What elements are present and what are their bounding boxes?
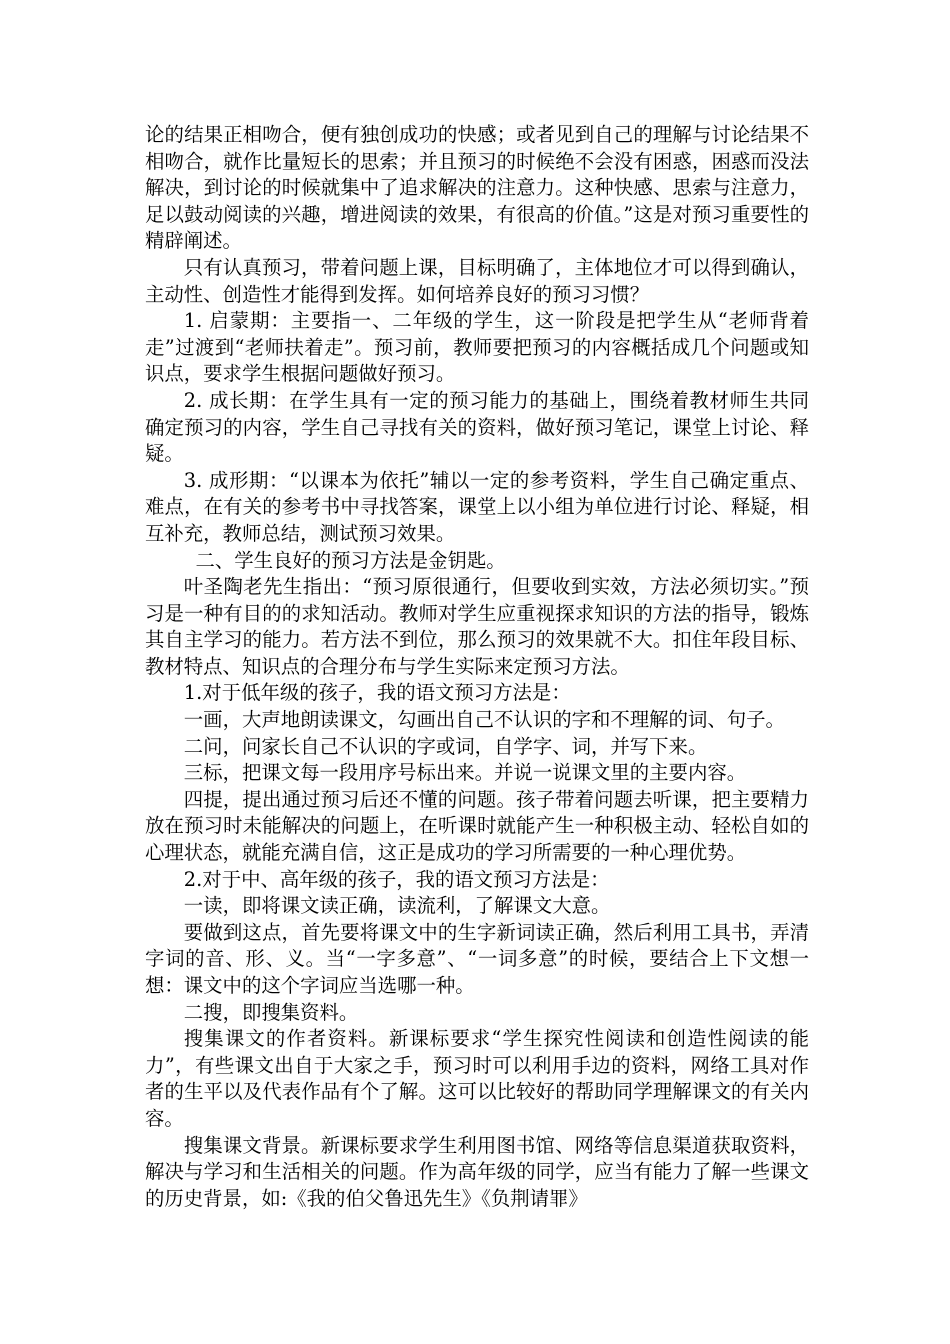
paragraph: 3. 成形期：“以课本为依托”辅以一定的参考资料，学生自己确定重点、难点，在有关的参考书中寻找答案，课堂上以小组为单位进行讨论、释疑，相互补充，教师总结，测试预习效果。 [145, 468, 809, 545]
paragraph: 三标，把课文每一段用序号标出来。并说一说课文里的主要内容。 [183, 761, 747, 785]
paragraph: 一画，大声地朗读课文，勾画出自己不认识的字和不理解的词、句子。 [183, 708, 785, 732]
paragraph: 1.对于低年级的孩子，我的语文预习方法是： [183, 681, 571, 705]
paragraph: 1. 启蒙期：主要指一、二年级的学生，这一阶段是把学生从“老师背着走”过渡到“老师扶着走”。预习前，教师要把预习的内容概括成几个问题或知识点，要求学生根据问题做好预习。 [145, 309, 809, 386]
paragraph: 叶圣陶老先生指出：“预习原很通行，但要收到实效，方法必须切实。”预习是一种有目的的求知活动。教师对学生应重视探求知识的方法的指导，锻炼其自主学习的能力。若方法不到位，那么预习的效果就不大。扣住年段目标、教材特点、知识点的合理分布与学生实际来定预习方法。 [145, 575, 809, 678]
paragraph: 2. 成长期：在学生具有一定的预习能力的基础上，围绕着教材师生共同确定预习的内容，学生自己寻找有关的资料，做好预习笔记，课堂上讨论、释疑。 [145, 388, 809, 466]
paragraph: 只有认真预习，带着问题上课，目标明确了，主体地位才可以得到确认，主动性、创造性才能得到发挥。如何培养良好的预习习惯？ [145, 255, 809, 306]
paragraph: 搜集课文背景。新课标要求学生利用图书馆、网络等信息渠道获取资料，解决与学习和生活相关的问题。作为高年级的同学，应当有能力了解一些课文的历史背景，如:《我的伯父鲁迅先生》《负荆请罪》 [145, 1133, 809, 1210]
paragraph: 四提，提出通过预习后还不懂的问题。孩子带着问题去听课，把主要精力放在预习时未能解决的问题上，在听课时就能产生一种积极主动、轻松自如的心理状态，就能充满自信，这正是成功的学习所需要的一种心理优势。 [145, 787, 809, 865]
section-heading: 二、学生良好的预习方法是金钥匙。 [195, 548, 506, 572]
paragraph: 论的结果正相吻合，便有独创成功的快感；或者见到自己的理解与讨论结果不相吻合，就作比量短长的思索；并且预习的时候绝不会没有困惑，困惑而没法解决，到讨论的时候就集中了追求解决的注意力。这种快感、思索与注意力，足以鼓动阅读的兴趣，增进阅读的效果，有很高的价值。”这是对预习重要性的精辟阐述。 [145, 123, 809, 253]
paragraph: 搜集课文的作者资料。新课标要求“学生探究性阅读和创造性阅读的能力”，有些课文出自于大家之手，预习时可以利用手边的资料，网络工具对作者的生平以及代表作品有个了解。这可以比较好的帮助同学理解课文的有关内容。 [145, 1027, 809, 1130]
paragraph: 要做到这点，首先要将课文中的生字新词读正确，然后利用工具书，弄清字词的音、形、义。当“一字多意”、“一词多意”的时候，要结合上下文想一想：课文中的这个字词应当选哪一种。 [145, 920, 809, 997]
paragraph: 一读，即将课文读正确，读流利，了解课文大意。 [183, 894, 611, 918]
document-page [145, 122, 809, 1212]
paragraph: 二问，问家长自己不认识的字或词，自学字、词，并写下来。 [183, 734, 708, 758]
paragraph: 2.对于中、高年级的孩子，我的语文预习方法是： [183, 867, 610, 891]
paragraph: 二搜，即搜集资料。 [183, 1000, 359, 1024]
